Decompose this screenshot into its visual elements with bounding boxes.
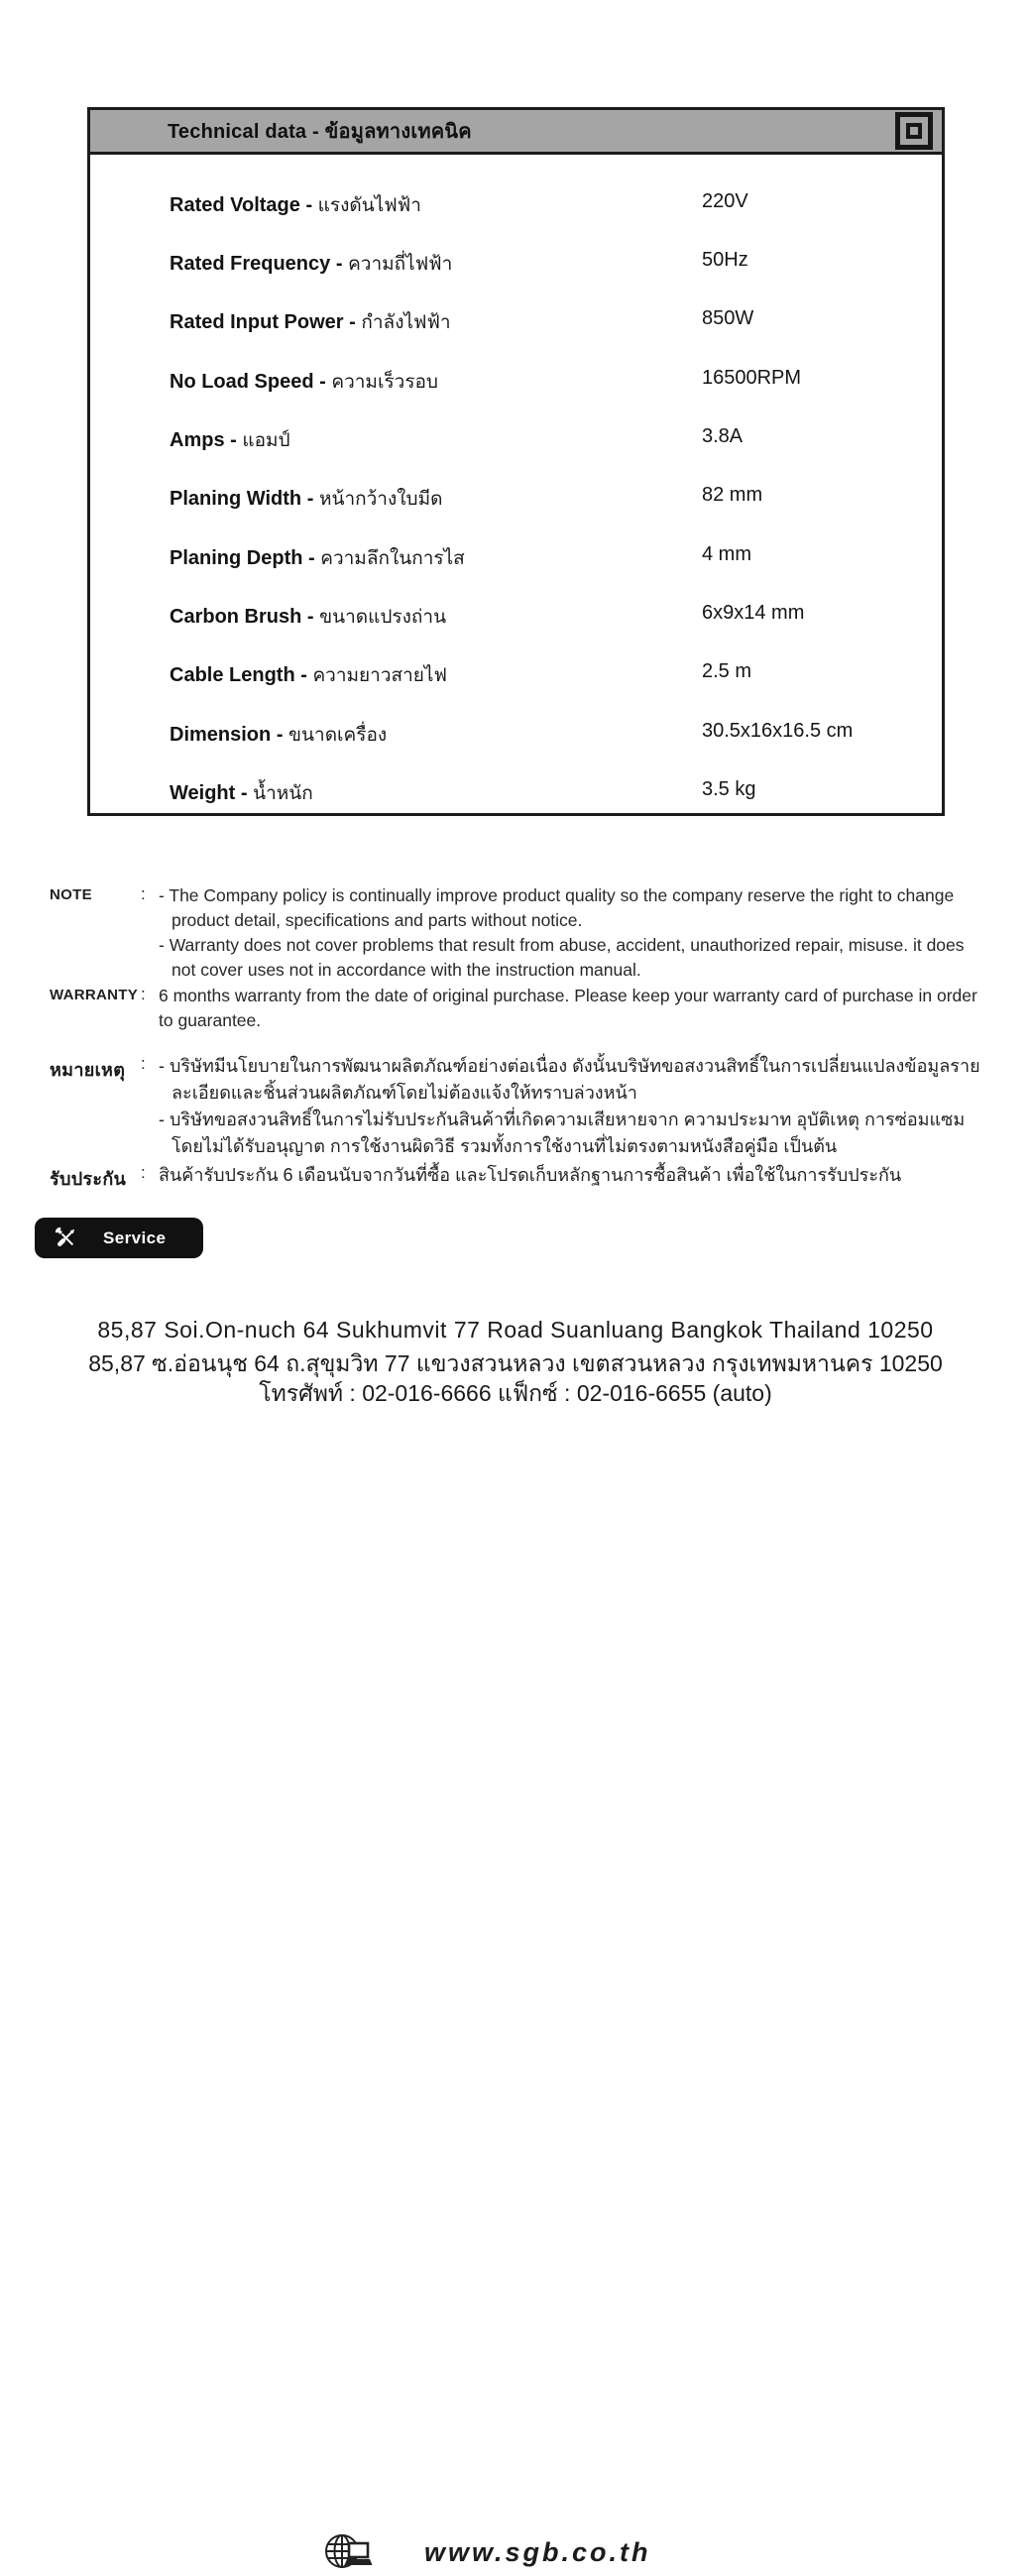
spec-value: 220V [702, 190, 748, 212]
spec-label-th: แอมป์ [242, 430, 290, 451]
spec-value: 850W [702, 307, 754, 329]
warranty-block [50, 984, 989, 1033]
website-url: www.sgb.co.th [424, 2537, 651, 2567]
note-th-block [50, 1053, 989, 1160]
spec-value: 82 mm [702, 484, 763, 506]
spec-value: 16500RPM [702, 367, 802, 389]
spec-separator: - [306, 606, 314, 628]
spec-separator: - [240, 782, 248, 804]
warranty-text: 6 months warranty from the date of original purchase. Please keep your warranty card of purchase in order to guarantee. [159, 986, 977, 1030]
spec-label-th: ความลึกในการไส [320, 548, 465, 569]
note-block [50, 883, 989, 983]
spec-separator: - [349, 311, 356, 333]
spec-separator: - [305, 194, 313, 216]
spec-row [90, 778, 942, 806]
spec-value: 6x9x14 mm [702, 602, 805, 624]
double-insulation-icon-inner [906, 123, 922, 139]
spec-value: 3.8A [702, 425, 744, 447]
spec-separator: - [306, 488, 314, 510]
service-label: Service [103, 1228, 167, 1247]
spec-label-th: ความยาวสายไฟ [312, 665, 447, 686]
technical-data-box [87, 107, 945, 816]
warranty-th-label: รับประกัน [50, 1169, 127, 1189]
spec-separator: - [276, 724, 284, 746]
spec-label-th: กำลังไฟฟ้า [361, 312, 451, 333]
spec-label-en: Cable Length [170, 664, 295, 686]
service-badge [35, 1218, 203, 1258]
warranty-colon: : [141, 985, 146, 1003]
spec-label-th: ความถี่ไฟฟ้า [348, 254, 453, 275]
spec-value: 2.5 m [702, 660, 752, 682]
warranty-label: WARRANTY [50, 987, 139, 1003]
spec-row [90, 190, 942, 218]
spec-separator: - [230, 429, 237, 451]
spec-label-en: Planing Depth [170, 547, 303, 569]
spec-separator: - [319, 371, 326, 393]
note-item: - The Company policy is continually improve product quality so the company reserve the right to change product detail, specifications and parts without notice. [159, 885, 955, 930]
spec-label-en: No Load Speed [170, 371, 314, 393]
spec-label-th: ขนาดแปรงถ่าน [319, 607, 447, 628]
address-en: 85,87 Soi.On-nuch 64 Sukhumvit 77 Road Suanluang Bangkok Thailand 10250 [97, 1317, 934, 1343]
spec-separator: - [300, 664, 307, 686]
globe-laptop-icon [322, 2530, 374, 2576]
tools-icon [53, 1225, 79, 1251]
spec-label-en: Rated Input Power [170, 311, 344, 333]
note-th-item: - บริษัทมีนโยบายในการพัฒนาผลิตภัณฑ์อย่างต่อเนื่อง ดังนั้นบริษัทขอสงวนสิทธิ์ในการเปลี่ยนแปลงข้อมูลรายละเอียดและชิ้นส่วนผลิตภัณฑ์โดยไม่ต้องแจ้งให้ทราบล่วงหน้า [159, 1056, 980, 1103]
spec-label-th: น้ำหนัก [253, 783, 313, 804]
spec-value: 4 mm [702, 543, 751, 565]
spec-label-en: Carbon Brush [170, 606, 302, 628]
spec-row [90, 660, 942, 688]
spec-label-th: แรงดันไฟฟ้า [317, 195, 421, 216]
phone-line: โทรศัพท์ : 02-016-6666 แฟ็กซ์ : 02-016-6655 (auto) [259, 1380, 772, 1406]
technical-data-title: Technical data - ข้อมูลทางเทคนิค [168, 121, 472, 143]
double-insulation-icon [895, 112, 933, 150]
spec-label-th: หน้ากว้างใบมีด [318, 489, 443, 510]
note-colon: : [141, 884, 146, 903]
spec-label-th: ความเร็วรอบ [331, 372, 438, 393]
spec-row [90, 720, 942, 748]
spec-separator: - [308, 547, 315, 569]
note-th-colon: : [141, 1054, 146, 1073]
spec-row [90, 425, 942, 453]
spec-label-en: Amps [170, 429, 225, 451]
spec-value: 50Hz [702, 249, 748, 271]
spec-row [90, 249, 942, 277]
spec-label-en: Rated Voltage [170, 194, 300, 216]
spec-label-en: Dimension [170, 724, 272, 746]
spec-separator: - [335, 253, 343, 275]
note-th-item: - บริษัทขอสงวนสิทธิ์ในการไม่รับประกันสินค้าที่เกิดความเสียหายจาก ความประมาท อุบัติเหตุ การซ่อมแซมโดยไม่ได้รับอนุญาต การใช้งานผิดวิธี รวมทั้งการใช้งานที่ไม่ตรงตามหนังสือคู่มือ เป็นต้น [159, 1110, 966, 1156]
warranty-th-colon: : [141, 1163, 146, 1182]
spec-rows [90, 155, 942, 813]
spec-row [90, 602, 942, 630]
technical-data-header [90, 110, 942, 155]
spec-row [90, 307, 942, 335]
spec-value: 30.5x16x16.5 cm [702, 720, 854, 742]
spec-label-th: ขนาดเครื่อง [288, 725, 388, 746]
note-label: NOTE [50, 886, 92, 903]
spec-value: 3.5 kg [702, 778, 756, 800]
spec-row [90, 543, 942, 571]
note-th-label: หมายเหตุ [50, 1060, 126, 1080]
note-item: - Warranty does not cover problems that result from abuse, accident, unauthorized repair, misuse. it does not cover uses not in accordance with the instruction manual. [159, 935, 965, 980]
spec-row [90, 367, 942, 395]
spec-label-en: Weight [170, 782, 236, 804]
spec-row [90, 484, 942, 512]
notes-section [50, 883, 989, 1193]
address-th: 85,87 ซ.อ่อนนุช 64 ถ.สุขุมวิท 77 แขวงสวนหลวง เขตสวนหลวง กรุงเทพมหานคร 10250 [88, 1350, 943, 1376]
spec-label-en: Rated Frequency [170, 253, 331, 275]
spec-label-en: Planing Width [170, 488, 302, 510]
warranty-th-text: สินค้ารับประกัน 6 เดือนนับจากวันที่ซื้อ และโปรดเก็บหลักฐานการซื้อสินค้า เพื่อใช้ในการรับประกัน [159, 1165, 902, 1185]
warranty-th-block [50, 1162, 989, 1193]
